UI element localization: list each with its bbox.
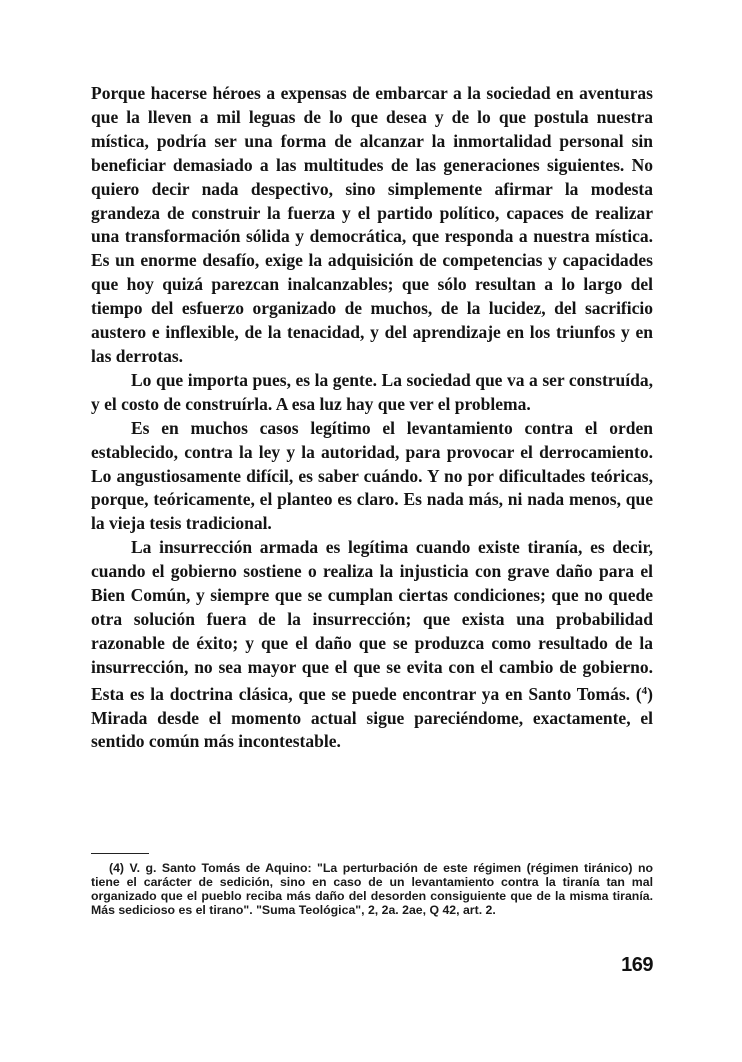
footnote: (4) V. g. Santo Tomás de Aquino: "La perturbación de este régimen (régimen tiránico) no tiene el carácter de sedición, sino en caso de un levantamiento contra la tiranía tan mal organizado que el pueblo reciba más daño del desorden consiguiente que de la misma tiranía. Más sedicioso es el tirano". "Suma Teológica", 2, 2a. 2ae, Q 42, art. 2.	[91, 861, 653, 917]
page-body	[91, 82, 653, 754]
paragraph-2: Lo que importa pues, es la gente. La sociedad que va a ser construída, y el costo de construírla. A esa luz hay que ver el problema.	[91, 369, 653, 414]
paragraph-1: Porque hacerse héroes a expensas de embarcar a la sociedad en aventuras que la lleven a mil leguas de lo que desea y de lo que postula nuestra mística, podría ser una forma de alcanzar la inmortalidad personal sin beneficiar demasiado a las multitudes de las generaciones siguientes. No quiero decir nada despectivo, sino simplemente afirmar la modesta grandeza de construir la fuerza y el partido político, capaces de realizar una transformación sólida y democrática, que responda a nuestra mística. Es un enorme desafío, exige la adquisición de competencias y capacidades que hoy quizá parezcan inalcanzables; que sólo resultan a lo largo del tiempo del esfuerzo organizado de muchos, de la lucidez, del sacrificio austero e inflexible, de la tenacidad, y del aprendizaje en los triunfos y en las derrotas.	[91, 83, 653, 366]
page-number: 169	[621, 954, 653, 976]
main-text	[91, 82, 653, 754]
paragraph-4-tail: ) Mirada desde el momento actual sigue pareciéndome, exactamente, el sentido común más incontestable.	[91, 683, 653, 752]
footnote-divider	[91, 853, 149, 854]
paragraph-3: Es en muchos casos legítimo el levantamiento contra el orden establecido, contra la ley y la autoridad, para provocar el derrocamiento. Lo angustiosamente difícil, es saber cuándo. Y no por dificultades teóricas, porque, teóricamente, el planteo es claro. Es nada más, ni nada menos, que la vieja tesis tradicional.	[91, 417, 653, 534]
footnote-reference: 4	[641, 684, 648, 697]
paragraph-4	[91, 536, 653, 754]
paragraph-4-text: La insurrección armada es legítima cuando existe tiranía, es decir, cuando el gobierno sostiene o realiza la injusticia con grave daño para el Bien Común, y siempre que se cumplan ciertas condiciones; que no quede otra solución fuera de la insurrección; que exista una probabilidad razonable de éxito; y que el daño que se produzca como resultado de la insurrección, no sea mayor que el que se evita con el cambio de gobierno. Esta es la doctrina clásica, que se puede encontrar ya en Santo Tomás. (	[91, 537, 653, 704]
